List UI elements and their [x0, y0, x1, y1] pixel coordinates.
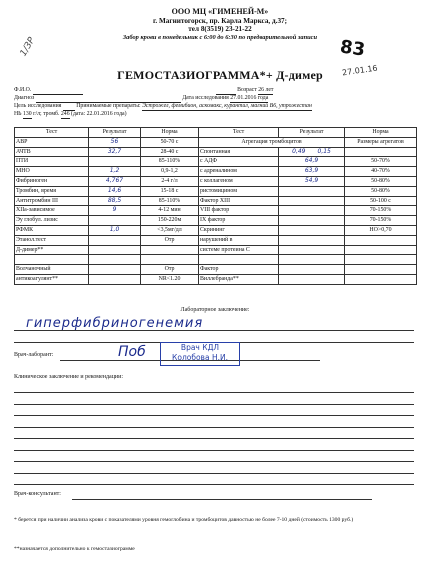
test-name-2: с коллагеном [199, 176, 279, 186]
norm-value: 28-40 с [141, 147, 199, 157]
result-value-2 [279, 265, 345, 275]
table-row [15, 274, 417, 284]
doctor-stamp [160, 342, 240, 366]
result-value-2 [279, 186, 345, 196]
table-row [15, 157, 417, 167]
norm-value: 85-110% [141, 196, 199, 206]
norm-value: 4-12 мин [141, 206, 199, 216]
norm-value-2: 50-80% [345, 176, 417, 186]
test-results-table [14, 127, 417, 285]
org-name: ООО МЦ «ГИМЕНЕЙ-М» [171, 7, 269, 16]
norm-value-2 [345, 265, 417, 275]
hb-unit: г/л; [33, 111, 42, 117]
test-name-2: Фактор XIII [199, 196, 279, 206]
table-row [15, 186, 417, 196]
table-header-row [15, 128, 417, 138]
norm-value: 0,9-1,2 [141, 167, 199, 177]
table-row [15, 206, 417, 216]
conclusion-line [14, 330, 414, 331]
test-name-2: IX фактор [199, 216, 279, 226]
test-name-2 [199, 255, 279, 265]
table-row [15, 147, 417, 157]
handwritten-date: 27.01.16 [341, 63, 379, 78]
clinical-line [14, 450, 414, 451]
test-name-2: VIII фактор [199, 206, 279, 216]
test-name: АВР [15, 137, 89, 147]
col-header-test-2: Тест [199, 128, 279, 138]
stamp-line-2: Колобова Н.И. [172, 353, 228, 362]
result-value: 14,6 [89, 186, 141, 196]
age-label: Возраст [237, 87, 257, 93]
clinical-line [14, 461, 414, 462]
result-value [89, 274, 141, 284]
clinical-line [14, 404, 414, 405]
result-value: 9 [89, 206, 141, 216]
test-name: МНО [15, 167, 89, 177]
col-header-norm-2: Норма [345, 128, 417, 138]
consultant-label: Врач-консультант: [14, 491, 61, 497]
handwritten-number: 83 [338, 36, 367, 61]
result-value [89, 216, 141, 226]
norm-value: Отр [141, 235, 199, 245]
org-address: г. Магнитогорск, пр. Карла Маркса, д.37; [152, 16, 288, 25]
clinical-line [14, 484, 414, 485]
consultant-line [72, 499, 372, 500]
test-name-2: Спонтанная [199, 147, 279, 157]
norm-value-2: 40-70% [345, 167, 417, 177]
stamp-line-1: Врач КДЛ [180, 343, 220, 352]
drugs-label: Принимаемые препараты: [76, 103, 141, 109]
norm-value: 150-220м [141, 216, 199, 226]
test-name-2: нарушений в [199, 235, 279, 245]
norm-value-2: 50-80% [345, 186, 417, 196]
result-value [89, 157, 141, 167]
table-row [15, 245, 417, 255]
table-row [15, 196, 417, 206]
lab-conclusion-label: Лабораторное заключение: [180, 307, 250, 313]
test-name-2: с АДФ [199, 157, 279, 167]
test-name: XIIа-зависимое [15, 206, 89, 216]
test-name: Тромбин, время [15, 186, 89, 196]
result-value-2: 64,9 [279, 157, 345, 167]
col-header-result: Результат [89, 128, 141, 138]
blood-draw-note: Забор крови в понедельник с 6:00 до 6:30 по предварительной записи [122, 33, 318, 41]
result-value-2 [279, 245, 345, 255]
result-value: 56 [89, 137, 141, 147]
aggregate-size-header: Размеры агрегатов [345, 137, 417, 147]
table-row [15, 265, 417, 275]
diagnosis-label: Диагноз [14, 95, 35, 101]
test-name-2: Фактор [199, 265, 279, 275]
norm-value-2: НО>0,70 [345, 225, 417, 235]
norm-value: 85-110% [141, 157, 199, 167]
result-value: 1,2 [89, 167, 141, 177]
result-value-2 [279, 225, 345, 235]
norm-value-2: 70-150% [345, 206, 417, 216]
plt-label: тромб. [43, 111, 60, 117]
purpose-label: Цель исследования [14, 103, 62, 109]
clinical-line [14, 438, 414, 439]
result-value [89, 245, 141, 255]
test-name: Д-димер** [15, 245, 89, 255]
result-value-2 [279, 147, 345, 157]
table-row [15, 225, 417, 235]
test-name: РФМК [15, 225, 89, 235]
footnote-2: **назначается дополнительно к гемостазиограмме [14, 546, 135, 552]
norm-value [141, 255, 199, 265]
signature: Поб [118, 344, 146, 360]
result-value-2 [279, 216, 345, 226]
date-value: 27.01.2016 года [230, 95, 269, 101]
org-phone: тел 8(3519) 23-21-22 [188, 25, 252, 34]
result-value-2 [279, 274, 345, 284]
norm-value-2 [345, 274, 417, 284]
test-name-2: системе протеина С [199, 245, 279, 255]
lab-conclusion-text: гиперфибриногенемия [26, 316, 204, 331]
result-value-2a: 0,49 [292, 147, 306, 155]
clinical-line [14, 427, 414, 428]
age-value: 26 лет [258, 87, 274, 93]
table-row [15, 137, 417, 147]
result-value-2: 63,9 [279, 167, 345, 177]
norm-value: NR<1.20 [141, 274, 199, 284]
doctor-lab-label: Врач-лаборант: [14, 352, 54, 358]
norm-value: 15-18 с [141, 186, 199, 196]
table-row [15, 176, 417, 186]
meta-line-4 [14, 110, 127, 119]
hb-label: НЬ [14, 111, 22, 117]
norm-value-2 [345, 147, 417, 157]
test-name: Антитромбин III [15, 196, 89, 206]
norm-value [141, 245, 199, 255]
test-name-2: ристомицином [199, 186, 279, 196]
footnote-1: * берется при наличии анализа крови с показателями уровня гемоглобина и тромбоцитов давностью не более 7-10 дней (стоимость 1300 руб.) [14, 517, 354, 523]
blood-date: (дата: 22.01.2016 года) [71, 111, 127, 117]
test-name: антикоагулянт** [15, 274, 89, 284]
letterhead [60, 8, 380, 42]
date-label: Дата исследования [182, 95, 229, 101]
test-name-2: Виллебранда** [199, 274, 279, 284]
clinical-line [14, 473, 414, 474]
table-row [15, 235, 417, 245]
test-name: Этанол.тест [15, 235, 89, 245]
norm-value: Отр [141, 265, 199, 275]
hb-value: 130 [22, 111, 32, 117]
test-name-2: Скрининг [199, 225, 279, 235]
norm-value-2: 70-150% [345, 216, 417, 226]
result-value: 1,0 [89, 225, 141, 235]
norm-value-2: 50-100 с [345, 196, 417, 206]
col-header-norm: Норма [141, 128, 199, 138]
aggregation-title: Агрегация тромбоцитов [199, 137, 345, 147]
table-row [15, 216, 417, 226]
test-name: Волчаночный [15, 265, 89, 275]
corner-handwriting: 1/3Р [18, 35, 38, 59]
norm-value: 2-4 г/л [141, 176, 199, 186]
result-value [89, 265, 141, 275]
norm-value: 50-70 с [141, 137, 199, 147]
result-value [89, 255, 141, 265]
norm-value: <3,5мг/дл [141, 225, 199, 235]
test-name: Эу глобул. лизис [15, 216, 89, 226]
result-value-2b: 0,15 [317, 147, 331, 155]
norm-value-2: 50-70% [345, 157, 417, 167]
col-header-test: Тест [15, 128, 89, 138]
test-name: АЧТВ [15, 147, 89, 157]
page-title: ГЕМОСТАЗИОГРАММА*+ Д-димер [117, 68, 323, 82]
clinical-line [14, 415, 414, 416]
clinical-label: Клиническое заключение и рекомендации: [14, 374, 123, 380]
result-value: 32,7 [89, 147, 141, 157]
fio-label: Ф.И.О. [14, 87, 32, 93]
result-value: 4,767 [89, 176, 141, 186]
norm-value-2 [345, 235, 417, 245]
test-name [15, 255, 89, 265]
test-name-2: с адреналином [199, 167, 279, 177]
result-value-2 [279, 235, 345, 245]
result-value-2 [279, 196, 345, 206]
col-header-result-2: Результат [279, 128, 345, 138]
drugs-value: Эстрожел, фемибион, аскомакс, курантил, магний B6, утрожестан [142, 103, 312, 109]
plt-value: 246 [60, 111, 70, 117]
norm-value-2 [345, 245, 417, 255]
norm-value-2 [345, 255, 417, 265]
clinical-line [14, 392, 414, 393]
table-row [15, 167, 417, 177]
result-value [89, 235, 141, 245]
result-value-2 [279, 206, 345, 216]
result-value-2: 54,9 [279, 176, 345, 186]
test-name: Фибриноген [15, 176, 89, 186]
table-row [15, 255, 417, 265]
test-name: ПТИ [15, 157, 89, 167]
result-value-2 [279, 255, 345, 265]
result-value: 88,5 [89, 196, 141, 206]
